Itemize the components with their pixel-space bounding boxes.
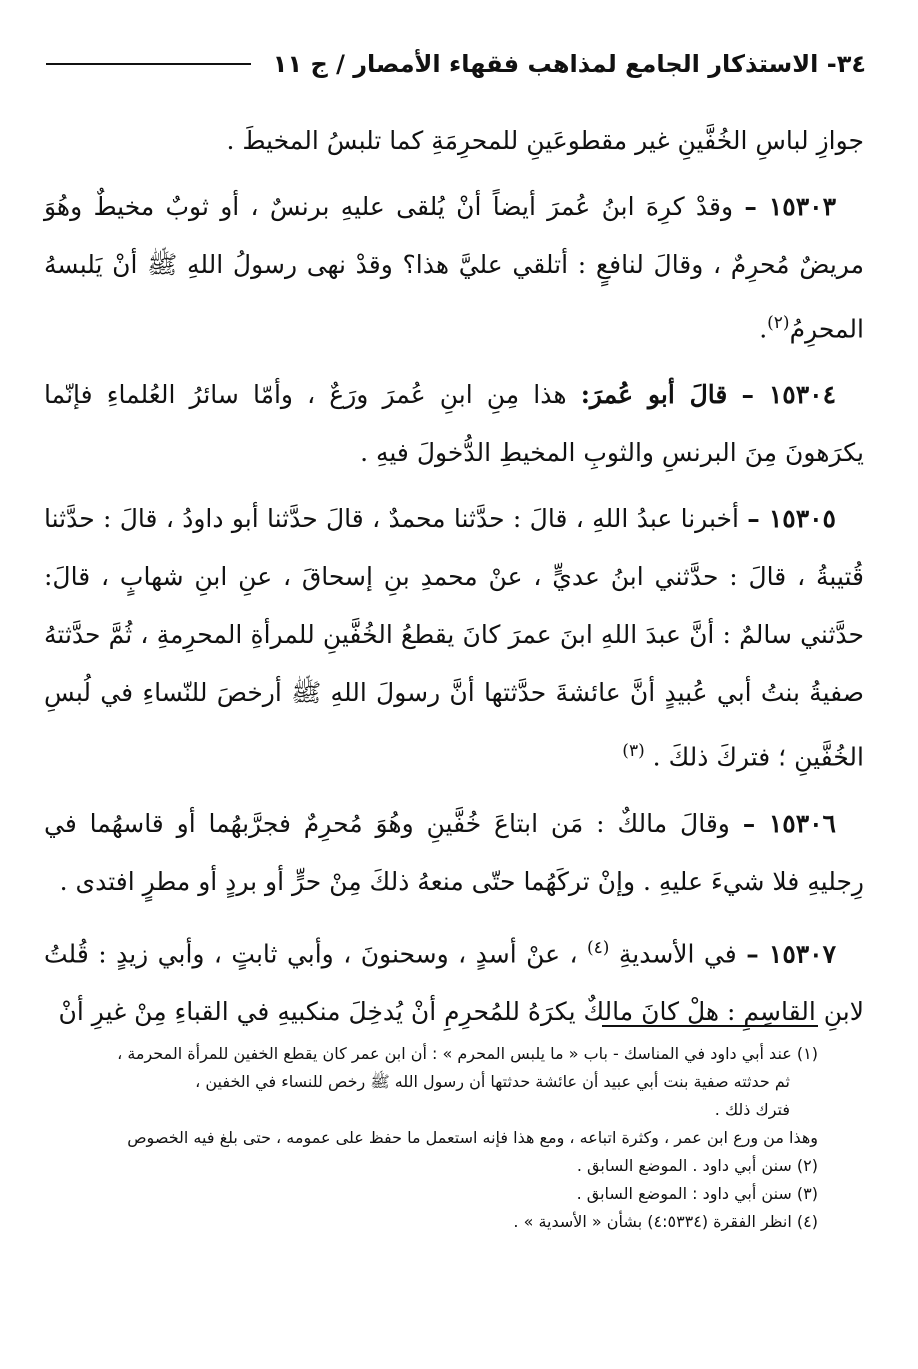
paragraph-text: وقالَ مالكٌ : مَن ابتاعَ خُفَّينِ وهُوَ مُحرِمٌ فجرَّبهُما أو قاسهُما في رِجليهِ فلا شيءَ عليهِ . وإنْ تركَهُما حتّى منعهُ ذلكَ مِنْ حرٍّ أو بردٍ أو مطرٍ افتدى . [44, 808, 864, 896]
header-rule [46, 63, 251, 65]
footnotes [44, 1040, 818, 1236]
paragraph-lead: في الأسديةِ [618, 938, 737, 968]
footnote-line: (٢) سنن أبي داود . الموضع السابق . [576, 1156, 818, 1175]
running-title: ٣٤- الاستذكار الجامع لمذاهب فقهاء الأمصار / ج ١١ [272, 50, 866, 78]
footnote-line: ثم حدثته صفية بنت أبي عبيد أن عائشة حدثتها أن رسول الله ﷺ رخص للنساء في الخفين ، [195, 1072, 790, 1091]
main-text [44, 112, 864, 1049]
paragraph-text: هذا مِنِ ابنِ عُمرَ ورَعٌ ، وأمّا سائرُ العُلماءِ فإنّما يكرَهونَ مِنَ البرنسِ والثوبِ المخيطِ الدُّخولَ فيهِ . [44, 380, 864, 468]
paragraph [44, 490, 864, 786]
page-header [46, 44, 866, 84]
paragraph-text: وقدْ كرِهَ ابنُ عُمرَ أيضاً أنْ يُلقى عليهِ برنسٌ ، أو ثوبٌ مخيطٌ وهُوَ مريضٌ مُحرِمٌ ، وقالَ لنافعٍ : أتلقي عليَّ هذا؟ وقدْ نهى رسولُ اللهِ ﷺ أنْ يَلبسهُ المحرِمُ [44, 192, 864, 344]
paragraph-number: ١٥٣٠٦ – [742, 808, 836, 838]
footnote-line: وهذا من ورع ابن عمر ، وكثرة اتباعه ، ومع هذا فإنه استعمل ما حفظ على عمومه ، حتى بلغ فيه الخصوص [127, 1128, 818, 1147]
paragraph-number: ١٥٣٠٤ – [741, 380, 837, 410]
paragraph-number: ١٥٣٠٥ – [747, 504, 836, 534]
footnote-line: (٣) سنن أبي داود : الموضع السابق . [576, 1184, 818, 1203]
footnote-line: (١) عند أبي داود في المناسك - باب « ما يلبس المحرم » : أن ابن عمر كان يقطع الخفين للمرأة المحرمة ، [117, 1044, 818, 1063]
footnote-separator [602, 1025, 818, 1027]
footnote-ref[interactable]: (٣) [622, 741, 645, 762]
footnote-ref[interactable]: (٢) [767, 313, 790, 333]
paragraph [44, 919, 864, 1041]
paragraph [44, 366, 864, 482]
footnote-line: فترك ذلك . [714, 1100, 790, 1119]
paragraph: ١٥٣٠٣ – وقدْ كرِهَ ابنُ عُمرَ أيضاً أنْ يُلقى عليهِ برنسٌ ، أو ثوبٌ مخيطٌ وهُوَ مريضٌ مُحرِمٌ ، وقالَ لنافعٍ : أتلقي عليَّ هذا؟ وقدْ نهى رسولُ اللهِ ﷺ أنْ يَلبسهُ المحرِمُ$^{(٢)}$. [44, 192, 864, 344]
paragraph-text: ، عنْ أسدٍ ، وسحنونَ ، وأبي ثابتٍ ، وأبي زيدٍ : قُلتُ لابنِ القاسِمِ : هلْ كانَ مالكٌ يكرَهُ للمُحرِمِ أنْ يُدخِلَ منكبيهِ في القباءِ مِنْ غيرِ أنْ [44, 938, 864, 1026]
paragraph-text: جوازِ لباسِ الخُفَّينِ غير مقطوعَينِ للمحرِمَةِ كما تلبسُ المخيطَ . [226, 126, 864, 155]
paragraph-lead: قالَ أبو عُمرَ: [580, 380, 728, 410]
paragraph-text: أخبرنا عبدُ اللهِ ، قالَ : حدَّثنا محمدٌ ، قالَ حدَّثنا أبو داودُ ، قالَ : حدَّثنا قُتيبةُ ، قالَ : حدَّثني ابنُ عديٍّ ، عنْ محمدِ بنِ إسحاقَ ، عنِ ابنِ شهابٍ ، قالَ: حدَّثني سالمٌ : أنَّ عبدَ اللهِ ابنَ عمرَ كانَ يقطعُ الخُفَّينِ للمرأةِ المحرِمةِ ، ثُمَّ حدَّثتهُ صفيةُ بنتُ أبي عُبيدٍ أنَّ عائشةَ حدَّثتها أنَّ رسولَ اللهِ ﷺ أرخصَ للنّساءِ في لُبسِ الخُفَّينِ ؛ فتركَ ذلكَ . [44, 504, 864, 772]
paragraph-number: ١٥٣٠٣ – [744, 192, 836, 221]
paragraph-number: ١٥٣٠٧ – [746, 938, 837, 968]
footnote-ref[interactable]: (٤) [586, 937, 610, 958]
paragraph [44, 795, 864, 911]
footnote-line: (٤) انظر الفقرة (٤:٥٣٣٤) بشأن « الأسدية » . [513, 1212, 818, 1231]
paragraph [44, 112, 864, 170]
